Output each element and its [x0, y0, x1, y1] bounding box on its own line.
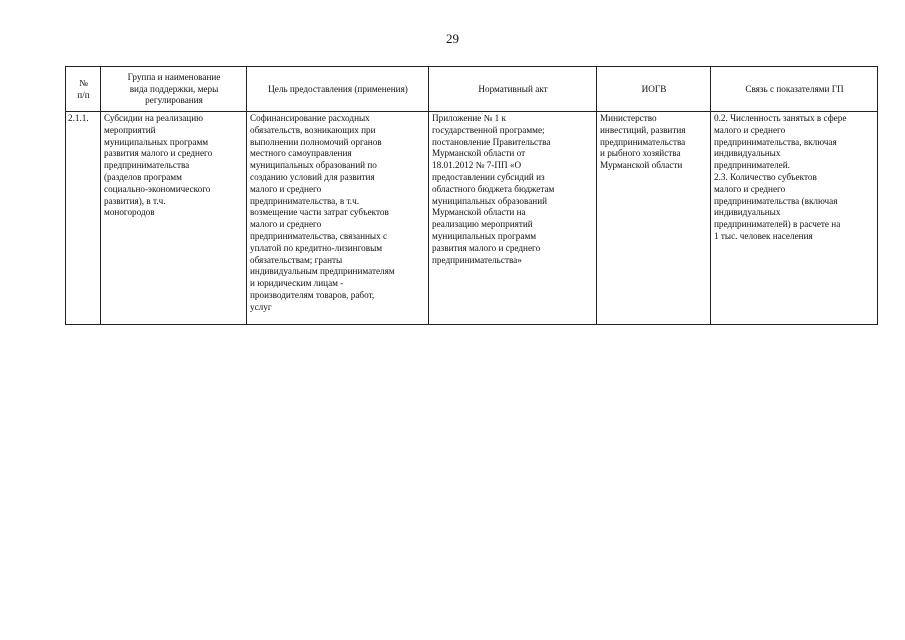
cell-normative-act: Приложение № 1 к государственной программе; постановление Правительства Мурманской области от 18.01.2012 № 7-ПП «О предоставлении субсидий из областного бюджета бюджетам муниципальных образований Мурманской области на реализацию мероприятий муниципальных программ развития малого и среднего предпринимательства» — [429, 112, 597, 325]
cell-purpose: Софинансирование расходных обязательств, возникающих при выполнении полномочий органов местного самоуправления муниципальных образований по созданию условий для развития малого и среднего предпринимательства, в т.ч. возмещение части затрат субъектов малого и среднего предпринимательства, связанных с уплатой по кредитно-лизинговым обязательствам; гранты индивидуальным предпринимателям и юридическим лицам - производителям товаров, работ, услуг — [247, 112, 429, 325]
table-header-row — [66, 67, 878, 112]
cell-number: 2.1.1. — [66, 112, 101, 325]
header-authority: ИОГВ — [597, 67, 711, 112]
page-number: 29 — [446, 31, 459, 46]
cell-group: Субсидии на реализацию мероприятий муниципальных программ развития малого и среднего предпринимательства (разделов программ социально-экономического развития), в т.ч. моногородов — [101, 112, 247, 325]
header-number: № п/п — [66, 67, 101, 112]
cell-authority: Министерство инвестиций, развития предпринимательства и рыбного хозяйства Мурманской области — [597, 112, 711, 325]
header-normative-act: Нормативный акт — [429, 67, 597, 112]
header-group: Группа и наименование вида поддержки, меры регулирования — [101, 67, 247, 112]
cell-indicators: 0.2. Численность занятых в сфере малого и среднего предпринимательства, включая индивидуальных предпринимателей. 2.3. Количество субъектов малого и среднего предпринимательства (включая индивидуальных предпринимателей) в расчете на 1 тыс. человек населения — [711, 112, 878, 325]
support-measures-table — [65, 66, 878, 325]
header-indicators: Связь с показателями ГП — [711, 67, 878, 112]
header-purpose: Цель предоставления (применения) — [247, 67, 429, 112]
table-row — [66, 112, 878, 325]
